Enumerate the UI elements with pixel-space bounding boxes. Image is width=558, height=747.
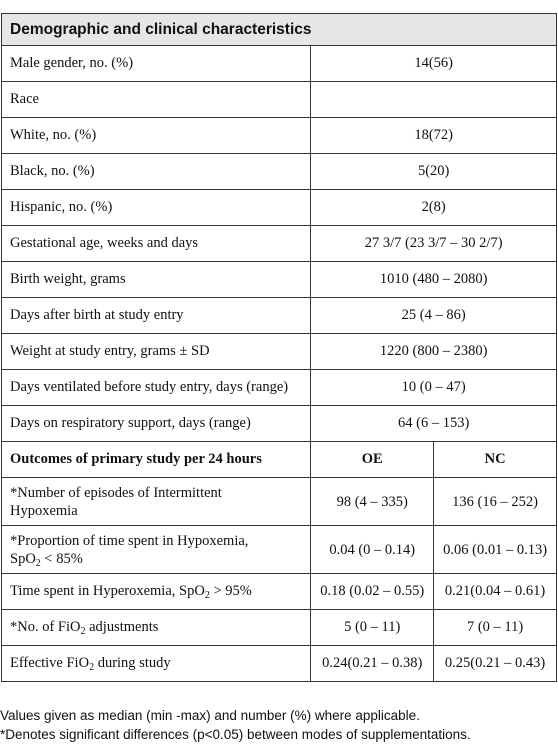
subscript: 2 bbox=[80, 626, 86, 637]
row-value: 5(20) bbox=[311, 154, 557, 190]
row-value: 25 (4 – 86) bbox=[311, 298, 557, 334]
table-row bbox=[2, 406, 557, 442]
row-label: Male gender, no. (%) bbox=[2, 46, 311, 82]
row-label bbox=[2, 610, 311, 646]
row-label-line: *Proportion of time spent in Hypoxemia, bbox=[10, 532, 249, 549]
row-label-text: *No. of FiO bbox=[10, 619, 81, 635]
table-row bbox=[2, 262, 557, 298]
row-label bbox=[2, 574, 311, 610]
table-title-row bbox=[2, 14, 557, 46]
table-row bbox=[2, 610, 557, 646]
row-label-text: during study bbox=[94, 655, 171, 671]
table-footnotes bbox=[0, 706, 471, 744]
row-value: 64 (6 – 153) bbox=[311, 406, 557, 442]
table-row bbox=[2, 334, 557, 370]
row-value: 10 (0 – 47) bbox=[311, 370, 557, 406]
subscript: 2 bbox=[89, 662, 95, 673]
value-oe: 0.18 (0.02 – 0.55) bbox=[311, 574, 434, 610]
row-label-line: *Number of episodes of Intermittent bbox=[10, 484, 222, 501]
value-oe: 0.24(0.21 – 0.38) bbox=[311, 646, 434, 682]
value-nc: 7 (0 – 11) bbox=[434, 610, 557, 646]
table-row bbox=[2, 526, 557, 574]
row-value: 2(8) bbox=[311, 190, 557, 226]
table-row bbox=[2, 154, 557, 190]
row-label-text: adjustments bbox=[85, 619, 159, 635]
row-label: Days ventilated before study entry, days (range) bbox=[2, 370, 311, 406]
row-label-text: Time spent in Hyperoxemia, SpO bbox=[10, 583, 205, 599]
row-label-line: Hypoxemia bbox=[10, 502, 78, 519]
row-label-text: < 85% bbox=[40, 550, 83, 567]
row-label bbox=[2, 646, 311, 682]
subscript: 2 bbox=[204, 590, 210, 601]
row-label: Black, no. (%) bbox=[2, 154, 311, 190]
table-row bbox=[2, 190, 557, 226]
table-title: Demographic and clinical characteristics bbox=[2, 14, 557, 46]
value-nc: 0.21(0.04 – 0.61) bbox=[434, 574, 557, 610]
value-nc: 0.25(0.21 – 0.43) bbox=[434, 646, 557, 682]
row-value: 14(56) bbox=[311, 46, 557, 82]
row-label: Birth weight, grams bbox=[2, 262, 311, 298]
row-label: Gestational age, weeks and days bbox=[2, 226, 311, 262]
row-label: Race bbox=[2, 82, 311, 118]
subscript: 2 bbox=[35, 557, 41, 569]
row-label: Weight at study entry, grams ± SD bbox=[2, 334, 311, 370]
table-row bbox=[2, 82, 557, 118]
footnote: *Denotes significant differences (p<0.05) between modes of supplementations. bbox=[0, 727, 471, 742]
row-value bbox=[311, 82, 557, 118]
row-label-text: Effective FiO bbox=[10, 655, 90, 671]
row-label: Days after birth at study entry bbox=[2, 298, 311, 334]
value-oe: 0.04 (0 – 0.14) bbox=[311, 526, 434, 574]
value-oe: 98 (4 – 335) bbox=[311, 478, 434, 526]
table-row bbox=[2, 370, 557, 406]
row-value: 1010 (480 – 2080) bbox=[311, 262, 557, 298]
footnote: Values given as median (min -max) and number (%) where applicable. bbox=[0, 708, 420, 723]
row-value: 18(72) bbox=[311, 118, 557, 154]
value-nc: 0.06 (0.01 – 0.13) bbox=[434, 526, 557, 574]
column-header-oe: OE bbox=[311, 442, 434, 478]
table-row bbox=[2, 298, 557, 334]
table-row bbox=[2, 226, 557, 262]
table-row bbox=[2, 478, 557, 526]
table-row bbox=[2, 46, 557, 82]
row-label bbox=[2, 526, 311, 574]
row-value: 1220 (800 – 2380) bbox=[311, 334, 557, 370]
table-row bbox=[2, 646, 557, 682]
outcomes-header-label: Outcomes of primary study per 24 hours bbox=[2, 442, 311, 478]
row-label bbox=[2, 478, 311, 526]
characteristics-table bbox=[1, 13, 557, 682]
row-label-text: > 95% bbox=[209, 583, 252, 599]
row-label: Hispanic, no. (%) bbox=[2, 190, 311, 226]
value-nc: 136 (16 – 252) bbox=[434, 478, 557, 526]
row-value: 27 3/7 (23 3/7 – 30 2/7) bbox=[311, 226, 557, 262]
value-oe: 5 (0 – 11) bbox=[311, 610, 434, 646]
outcomes-header-row bbox=[2, 442, 557, 478]
column-header-nc: NC bbox=[434, 442, 557, 478]
table-row bbox=[2, 574, 557, 610]
row-label: Days on respiratory support, days (range) bbox=[2, 406, 311, 442]
row-label: White, no. (%) bbox=[2, 118, 311, 154]
table-row bbox=[2, 118, 557, 154]
row-label-text: SpO bbox=[10, 550, 36, 567]
